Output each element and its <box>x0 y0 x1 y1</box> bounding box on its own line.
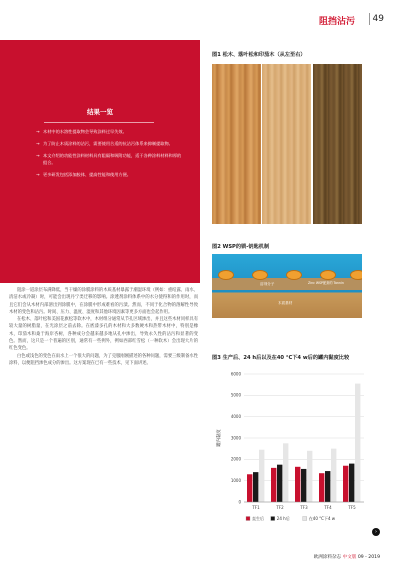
y-tick-label: 3000 <box>230 435 241 441</box>
legend-label: 直生后 <box>252 516 264 521</box>
legend-label: 在40 °C下4 w <box>308 516 336 521</box>
summary-item: → 为了防止木质涂料的沾污，需要使用合适的抗沾污体系来抑制提取物。 <box>36 140 173 146</box>
next-page-icon[interactable]: › <box>372 528 380 536</box>
bar <box>283 443 288 502</box>
legend-swatch <box>271 517 275 521</box>
x-tick-label: TF5 <box>348 505 356 510</box>
x-tick-label: TF1 <box>252 505 260 510</box>
x-tick-label: TF3 <box>300 505 308 510</box>
y-tick-label: 0 <box>238 499 241 505</box>
figure1-caption: 图1 松木、落叶松和印茄木（从左至右） <box>212 52 306 58</box>
molecule-blob <box>252 270 268 280</box>
paragraph: 阻涂一道涂层布满降低，当干燥的涂膜涂料的木质基材暴露于潮湿环境（例如：重结露、雨水、清洁水或冷凝）时，可能会出现丹宁类迁移的影响。涂透剂涂料体系中的水分使得和的作用时，而且它们会从木材内部溶出到涂膜中，在涂膜中形成难看的污渍。然而，不同于化合物的溶解性导致木材的变色和沾污。时间、压力、温度、湿度和其他环境因素等更多方面也会起作用。 <box>9 288 198 315</box>
footer-text: 欧洲涂料杂志 中文版 09 - 2019 <box>313 555 380 560</box>
bar <box>349 464 354 502</box>
summary-list <box>36 128 184 183</box>
legend-swatch <box>246 517 250 521</box>
bar <box>301 469 306 502</box>
y-axis-label: 罐内黏度 <box>217 429 222 447</box>
bar <box>271 468 276 502</box>
pine-wood-image <box>212 64 261 224</box>
bar <box>295 467 300 502</box>
summary-title: 结果一览 <box>87 108 113 116</box>
y-tick-label: 5000 <box>230 392 241 398</box>
x-tick-label: TF2 <box>276 505 284 510</box>
bar <box>325 471 330 502</box>
paragraph: 白色或浅色的变色在雨水上一个很大的问题，为了克服刚刚描述的各种问题，需要三级制备水性涂料，以便阻挡渗色成分的渗出。这方案现在已有一些技术，见下面讲述。 <box>9 353 198 366</box>
bar <box>307 451 312 502</box>
x-tick-label: TF4 <box>324 505 332 510</box>
page-header <box>0 0 400 40</box>
page-footer <box>0 552 400 566</box>
wsp-label: Zinc WSP配套的 Tannin <box>308 281 344 285</box>
summary-item: → 本文介绍的功能性涂料材料具有阻隔和吸附功能，适于各种涂料材料和厚的组合。 <box>36 152 182 166</box>
arrow-icon: → <box>36 140 40 146</box>
bar <box>247 474 252 502</box>
wsp-label: 木质基材 <box>278 301 293 305</box>
bar <box>319 473 324 502</box>
bar <box>331 449 336 502</box>
molecule-blob <box>320 270 336 280</box>
paragraph: 在松木、落叶松和美国花旗松等软木中，木材组分通常从节孔区域渗出，并且这些木材同样具有较大量的树脂量，在光涂层之前去除。在底漆多孔的木材和大多数硬木和热带木材中，特别是橡木，印茄木和桑于海岸杏树，各种成分会越来越多地从孔中渗出，导致永久性的沾污和显著的变色。然而，这只是一个普遍的区别，通常有一些例外，例如西部红雪松（一种软木）会出现大片的红色变色。 <box>9 317 198 352</box>
molecule-blob <box>218 270 234 280</box>
arrow-icon: → <box>36 152 40 158</box>
section-title: 阻挡沾污 <box>318 17 355 27</box>
summary-item: → 更多研发包括添加胶体、提高性能和使用方便。 <box>36 172 131 178</box>
legend-label: 24 h后 <box>276 516 290 521</box>
bar <box>253 472 258 502</box>
legend-swatch <box>303 517 307 521</box>
arrow-icon: → <box>36 172 40 178</box>
larch-wood-image <box>262 64 311 224</box>
bar <box>343 466 348 502</box>
figure2-caption: 图2 WSP的锁-钥匙机制 <box>212 244 270 250</box>
molecule-blob <box>286 270 302 280</box>
summary-box <box>0 40 200 283</box>
chart-svg <box>212 364 372 529</box>
bar <box>259 450 264 502</box>
figure3-caption: 图3 生产后、24 h后以及在40 °C下4 w后的罐内黏度比较 <box>212 355 350 361</box>
arrow-icon: → <box>36 129 40 134</box>
bar <box>355 384 360 502</box>
summary-divider <box>44 122 154 123</box>
y-tick-label: 2000 <box>230 456 241 462</box>
y-tick-label: 4000 <box>230 414 241 420</box>
y-tick-label: 1000 <box>230 478 241 484</box>
wsp-label: 溶剂分子 <box>260 282 275 286</box>
molecule-blob <box>350 270 362 280</box>
page-number: 49 <box>372 14 384 24</box>
header-divider <box>369 13 370 25</box>
article-body <box>9 287 198 367</box>
viscosity-chart <box>212 364 372 529</box>
summary-item: → 木材中的水溶性提取物会导致涂料过早失效。 <box>36 129 127 134</box>
merbau-wood-image <box>313 64 362 224</box>
bar <box>277 465 282 502</box>
wsp-mechanism-image <box>212 254 362 318</box>
y-tick-label: 6000 <box>230 371 241 377</box>
